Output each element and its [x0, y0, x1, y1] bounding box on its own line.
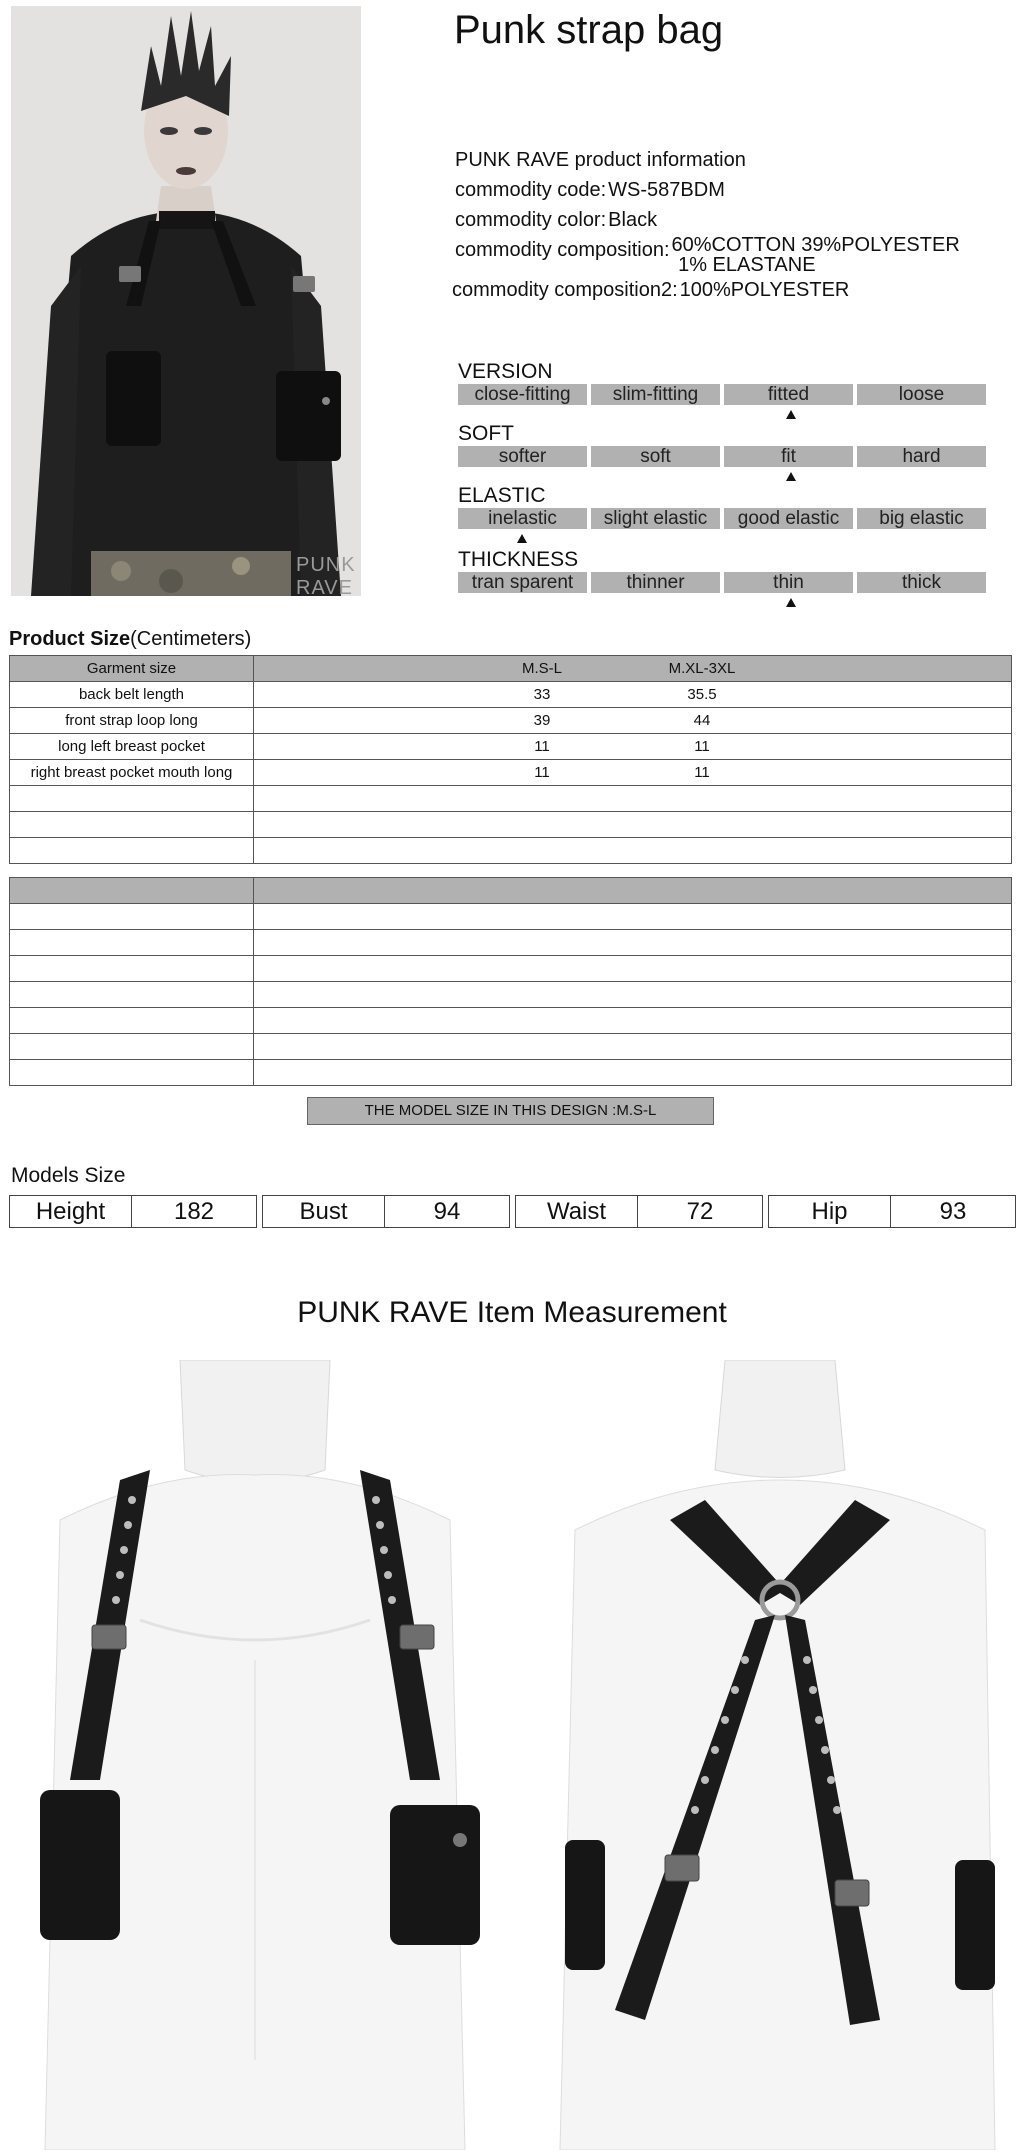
selected-marker-icon	[786, 598, 796, 607]
composition-row	[455, 235, 960, 275]
empty-row	[10, 838, 1012, 864]
header-size: M.S-L	[521, 660, 562, 677]
scale-option-selected: inelastic	[458, 508, 587, 529]
scale-option: close-fitting	[458, 384, 587, 405]
measure-value: 72	[686, 1198, 714, 1225]
model-measure	[768, 1195, 1016, 1228]
scale-options	[458, 446, 986, 467]
front-mannequin-illustration	[40, 1360, 490, 2150]
commodity-color-row	[455, 205, 657, 235]
product-title: Punk strap bag	[454, 8, 724, 52]
header-label: Garment size	[10, 656, 254, 682]
back-mannequin-illustration	[545, 1360, 1005, 2150]
scale-soft	[458, 422, 986, 467]
scale-label: ELASTIC	[458, 484, 546, 507]
selected-marker-icon	[786, 472, 796, 481]
model-size-banner: THE MODEL SIZE IN THIS DESIGN :M.S-L	[307, 1097, 714, 1125]
models-size-row	[9, 1195, 1016, 1228]
measurement-title: PUNK RAVE Item Measurement	[297, 1296, 727, 1329]
row-value: 35.5	[687, 686, 717, 703]
table-row	[10, 734, 1012, 760]
scale-option: hard	[857, 446, 986, 467]
empty-row	[10, 904, 1012, 930]
row-value: 11	[694, 738, 710, 755]
composition2-label: commodity composition2:	[452, 279, 678, 301]
measure-label: Hip	[769, 1196, 891, 1227]
scale-options	[458, 572, 986, 593]
model-measure	[262, 1195, 510, 1228]
scale-option-selected: thin	[724, 572, 853, 593]
row-label: long left breast pocket	[10, 734, 254, 760]
row-value: 11	[534, 738, 550, 755]
table-row	[10, 708, 1012, 734]
header-size: M.XL-3XL	[668, 660, 736, 677]
empty-row	[10, 982, 1012, 1008]
scale-elastic	[458, 484, 986, 529]
color-value: Black	[608, 209, 658, 231]
scale-options	[458, 508, 986, 529]
empty-row	[10, 786, 1012, 812]
table-row	[10, 760, 1012, 786]
size-table-title: Product Size(Centimeters)	[9, 628, 252, 650]
size-table	[9, 655, 1012, 864]
row-value: 33	[533, 686, 551, 703]
scale-version	[458, 360, 986, 405]
models-size-title: Models Size	[11, 1164, 126, 1187]
scale-option: softer	[458, 446, 587, 467]
scale-option: thick	[857, 572, 986, 593]
empty-row	[10, 1008, 1012, 1034]
measure-label: Bust	[263, 1196, 385, 1227]
row-label: front strap loop long	[10, 708, 254, 734]
measure-value: 182	[173, 1198, 215, 1225]
empty-row	[10, 1034, 1012, 1060]
measure-value: 93	[939, 1198, 967, 1225]
code-label: commodity code:	[455, 179, 607, 201]
row-value: 44	[693, 712, 711, 729]
scale-label: VERSION	[458, 360, 553, 383]
row-value: 39	[533, 712, 551, 729]
measure-label: Waist	[516, 1196, 638, 1227]
row-value: 11	[534, 764, 550, 781]
photo-watermark: PUNK RAVE	[296, 554, 356, 596]
scale-option-selected: fitted	[724, 384, 853, 405]
scale-option: tran sparent	[458, 572, 587, 593]
empty-row	[10, 956, 1012, 982]
scale-option-selected: fit	[724, 446, 853, 467]
selected-marker-icon	[786, 410, 796, 419]
composition-value: 60%COTTON 39%POLYESTER 1% ELASTANE	[671, 234, 960, 276]
scale-label: THICKNESS	[458, 548, 579, 571]
model-illustration	[11, 6, 361, 596]
model-photo	[11, 6, 361, 596]
row-label: back belt length	[10, 682, 254, 708]
color-label: commodity color:	[455, 209, 607, 231]
scale-option: good elastic	[724, 508, 853, 529]
scale-options	[458, 384, 986, 405]
scale-option: big elastic	[857, 508, 986, 529]
selected-marker-icon	[517, 534, 527, 543]
scale-option: thinner	[591, 572, 720, 593]
commodity-code-row	[455, 175, 725, 205]
row-label: right breast pocket mouth long	[10, 760, 254, 786]
table-header-row	[10, 878, 1012, 904]
product-front-view	[40, 1360, 490, 2150]
row-value: 11	[694, 764, 710, 781]
code-value: WS-587BDM	[608, 179, 725, 201]
empty-size-table	[9, 877, 1012, 1086]
scale-thickness	[458, 548, 986, 593]
empty-row	[10, 1060, 1012, 1086]
info-heading: PUNK RAVE product information	[455, 149, 746, 171]
model-measure	[515, 1195, 763, 1228]
table-header-row	[10, 656, 1012, 682]
scale-option: slim-fitting	[591, 384, 720, 405]
empty-row	[10, 930, 1012, 956]
scale-label: SOFT	[458, 422, 514, 445]
scale-option: loose	[857, 384, 986, 405]
measure-label: Height	[10, 1196, 132, 1227]
empty-row	[10, 812, 1012, 838]
scale-option: slight elastic	[591, 508, 720, 529]
composition2-value: 100%POLYESTER	[679, 279, 850, 301]
product-back-view	[545, 1360, 1005, 2150]
composition-label: commodity composition:	[455, 239, 670, 261]
composition2-row	[452, 275, 849, 305]
table-row	[10, 682, 1012, 708]
scale-option: soft	[591, 446, 720, 467]
measure-value: 94	[433, 1198, 461, 1225]
model-measure	[9, 1195, 257, 1228]
